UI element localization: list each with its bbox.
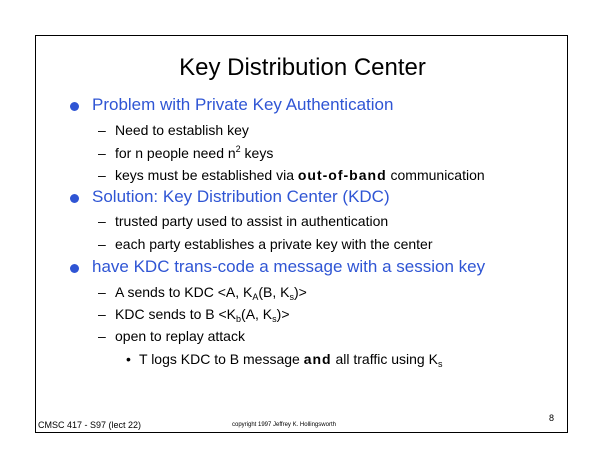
- list-item: – Need to establish key: [98, 122, 249, 138]
- list-item: – for n people need $n^2$ keys: [98, 144, 274, 161]
- section-heading-transcode: have KDC trans-code a message with a session key: [92, 257, 486, 276]
- dash-icon: –: [98, 167, 106, 183]
- slide-title: Key Distribution Center: [179, 54, 426, 81]
- page-number: 8: [549, 413, 555, 423]
- dash-icon: –: [98, 328, 106, 344]
- footer-copyright: copyright 1997 Jeffrey K. Hollingsworth: [232, 422, 336, 428]
- dash-icon: –: [98, 236, 106, 252]
- bullet-icon: [70, 102, 79, 111]
- section-heading-problem: Problem with Private Key Authentication: [92, 95, 394, 114]
- dash-icon: –: [98, 213, 106, 229]
- list-item: – A sends to KDC <A, $K_A(B$, $K_s)>$: [98, 284, 307, 302]
- dash-icon: –: [98, 145, 106, 161]
- bullet-icon: [70, 264, 79, 273]
- dash-icon: –: [98, 306, 106, 322]
- sub-list-item: • T logs KDC to B message and all traffic using $K_s$: [126, 351, 443, 369]
- list-item: – KDC sends to $B <K_b(A$, $K_s)>$: [98, 306, 290, 324]
- list-item: – each party establishes a private key with the center: [98, 236, 433, 252]
- section-heading-solution: Solution: Key Distribution Center (KDC): [92, 187, 390, 206]
- list-item: – trusted party used to assist in authentication: [98, 213, 389, 229]
- bullet-icon: [70, 194, 79, 203]
- dash-icon: –: [98, 284, 106, 300]
- list-item: – open to replay attack: [98, 328, 245, 344]
- footer-course: CMSC 417 - S97 (lect 22): [38, 420, 142, 430]
- bullet-icon: •: [126, 351, 131, 367]
- list-item: – keys must be established via out-of-band communication: [98, 167, 485, 183]
- dash-icon: –: [98, 122, 106, 138]
